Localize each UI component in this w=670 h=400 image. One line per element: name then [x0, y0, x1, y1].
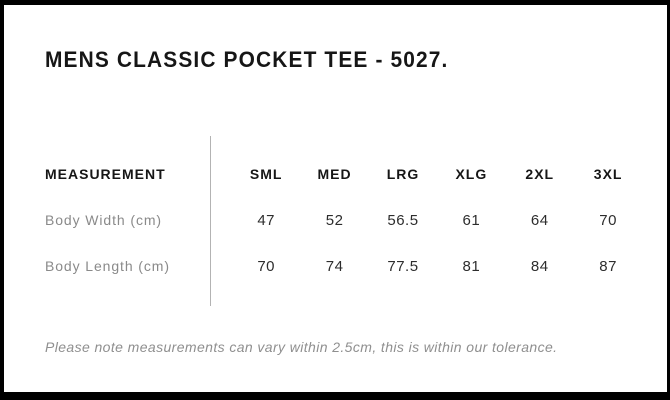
cell-body-length-med: 74	[325, 257, 344, 275]
column-header-2xl: 2XL	[525, 166, 555, 182]
cell-body-length-2xl: 84	[530, 257, 549, 275]
cell-body-width-sml: 47	[257, 211, 276, 229]
cell-body-width-xlg: 61	[462, 211, 481, 229]
cell-body-width-2xl: 64	[530, 211, 549, 229]
cell-body-width-med: 52	[325, 211, 344, 229]
cell-body-length-3xl: 87	[599, 257, 617, 275]
cell-body-length-sml: 70	[257, 257, 276, 275]
chart-title: MENS CLASSIC POCKET TEE - 5027.	[45, 47, 449, 72]
size-chart-card	[4, 5, 667, 392]
cell-body-length-lrg: 77.5	[387, 257, 419, 275]
cell-body-length-xlg: 81	[462, 257, 481, 275]
cell-body-width-lrg: 56.5	[387, 211, 419, 229]
column-header-sml: SML	[249, 166, 283, 182]
row-label-body-length: Body Length (cm)	[45, 258, 170, 274]
tolerance-note: Please note measurements can vary within 2.5cm, this is within our tolerance.	[45, 339, 558, 355]
column-header-xlg: XLG	[455, 166, 488, 182]
column-header-lrg: LRG	[386, 166, 420, 182]
column-header-3xl: 3XL	[593, 166, 623, 182]
column-header-med: MED	[317, 166, 352, 182]
row-label-body-width: Body Width (cm)	[45, 212, 162, 228]
size-table	[45, 160, 642, 280]
column-header-measurement: MEASUREMENT	[45, 166, 166, 182]
cell-body-width-3xl: 70	[599, 211, 617, 229]
